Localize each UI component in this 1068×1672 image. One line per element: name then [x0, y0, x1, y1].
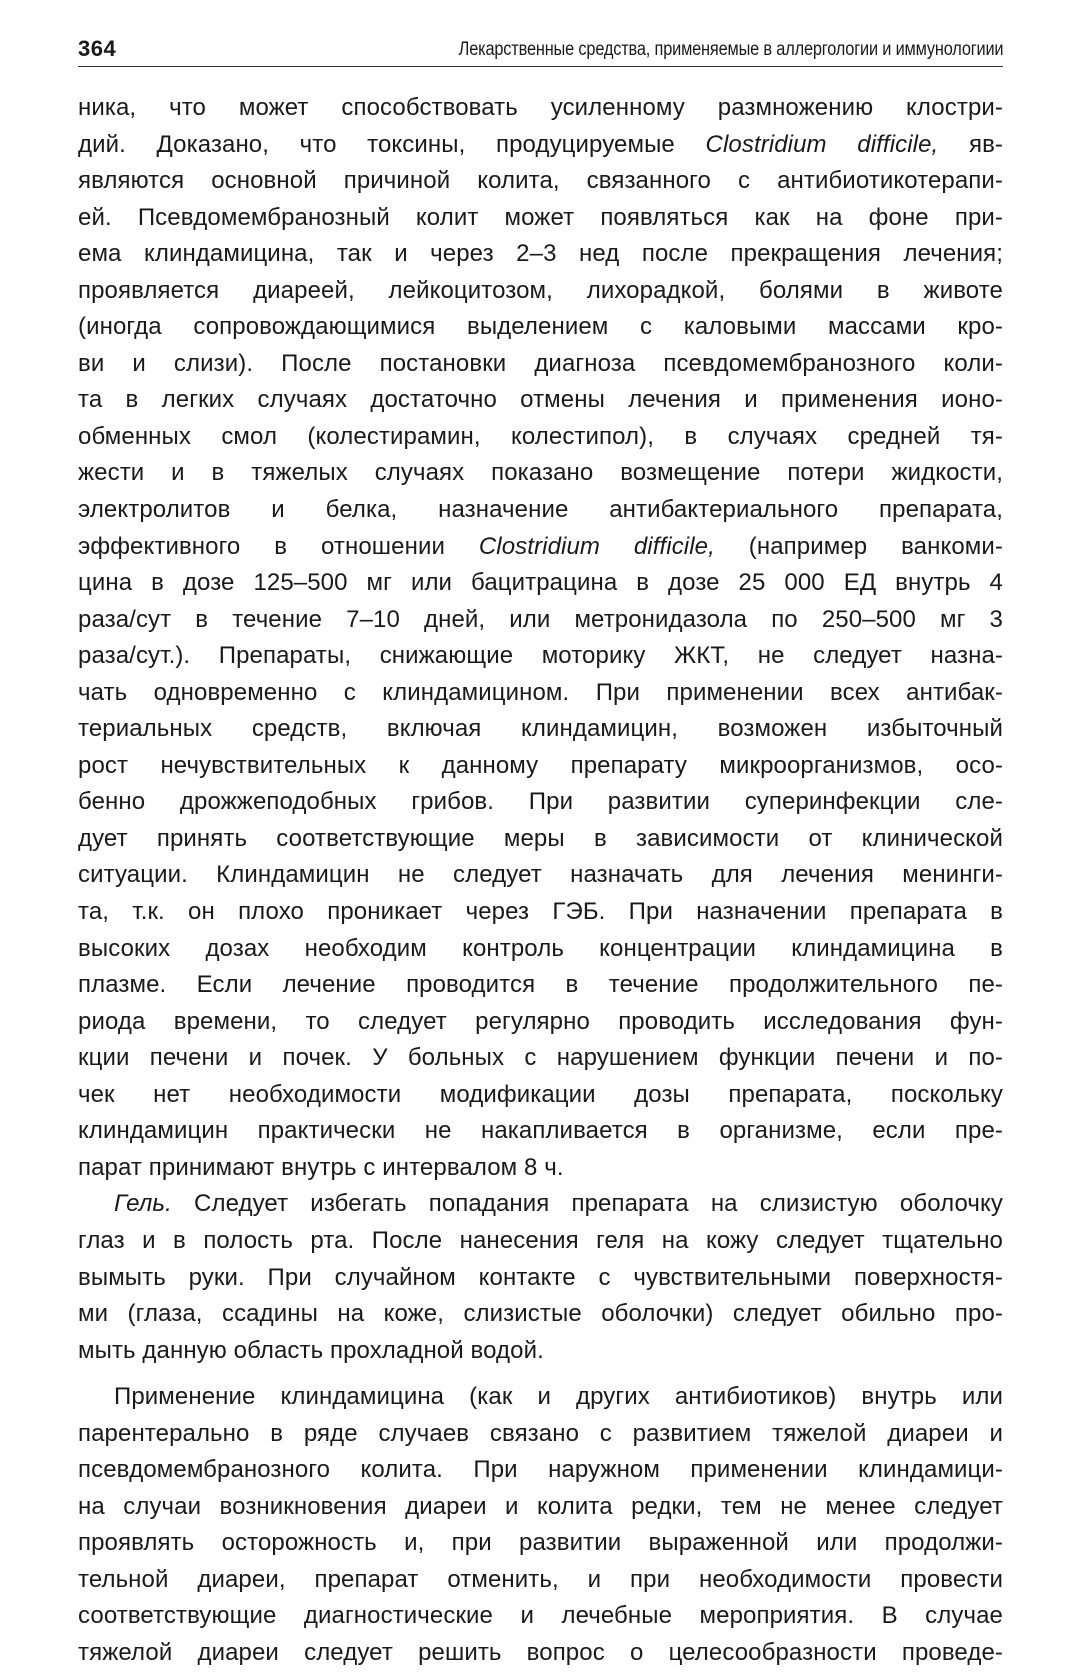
- text-line: обменных смол (колестирамин, колестипол), в случаях средней тя-: [78, 422, 1003, 450]
- species-name: Clostridium difficile,: [478, 532, 715, 560]
- text-line: проявлять осторожность и, при развитии выраженной или продолжи-: [78, 1529, 1003, 1557]
- text-line: (иногда сопровождающимися выделением с каловыми массами кро-: [78, 313, 1003, 341]
- text-line: мыть данную область прохладной водой.: [78, 1336, 544, 1364]
- text-line: ей. Псевдомембранозный колит может появляться как на фоне при-: [78, 203, 1003, 231]
- text-line: та в легких случаях достаточно отмены лечения и применения ионо-: [78, 386, 1003, 414]
- species-name: Clostridium difficile,: [705, 130, 939, 158]
- text-line: тяжелой диареи следует решить вопрос о целесообразности проведе-: [78, 1638, 1003, 1666]
- paragraph-gap: [78, 1369, 1003, 1379]
- text-line: ема клиндамицина, так и через 2–3 нед после прекращения лечения;: [78, 240, 1003, 268]
- text-line: жести и в тяжелых случаях показано возмещение потери жидкости,: [78, 459, 1003, 487]
- running-title: Лекарственные средства, применяемые в аллергологии и иммунологиии: [458, 39, 1003, 60]
- text-fragment: яв-: [968, 130, 1004, 158]
- text-line: плазме. Если лечение проводится в течение продолжительного пе-: [78, 971, 1003, 999]
- text-line: ви и слизи). После постановки диагноза псевдомембранозного коли-: [78, 349, 1003, 377]
- text-line: являются основной причиной колита, связанного с антибиотикотерапи-: [78, 167, 1003, 195]
- text-line: териальных средств, включая клиндамицин, возможен избыточный: [78, 715, 1003, 743]
- text-line: риода времени, то следует регулярно проводить исследования фун-: [78, 1007, 1003, 1035]
- text-line: парат принимают внутрь с интервалом 8 ч.: [78, 1153, 564, 1181]
- text-fragment: дий. Доказано, что токсины, продуцируемые: [78, 130, 675, 158]
- text-line: глаз и в полость рта. После нанесения геля на кожу следует тщательно: [78, 1226, 1003, 1254]
- text-fragment: эффективного в отношении: [78, 532, 445, 560]
- text-line: бенно дрожжеподобных грибов. При развитии суперинфекции сле-: [78, 788, 1003, 816]
- text-fragment: Следует избегать попадания препарата на слизистую оболочку: [194, 1190, 1003, 1218]
- text-line: псевдомембранозного колита. При наружном применении клиндамици-: [78, 1456, 1003, 1484]
- text-line: электролитов и белка, назначение антибактериального препарата,: [78, 496, 1003, 524]
- text-line: дует принять соответствующие меры в зависимости от клинической: [78, 824, 1003, 852]
- text-line: ника, что может способствовать усиленному размножению клостри-: [78, 94, 1003, 121]
- section-label-gel: Гель.: [114, 1190, 172, 1218]
- page-header: [78, 30, 1003, 67]
- text-line: [78, 1186, 1003, 1223]
- text-line: рост нечувствительных к данному препарату микроорганизмов, осо-: [78, 751, 1003, 779]
- text-line: та, т.к. он плохо проникает через ГЭБ. При назначении препарата в: [78, 898, 1003, 926]
- text-line: кции печени и почек. У больных с нарушением функции печени и по-: [78, 1044, 1003, 1072]
- text-line: раза/сут в течение 7–10 дней, или метронидазола по 250–500 мг 3: [78, 605, 1003, 633]
- text-line: соответствующие диагностические и лечебные мероприятия. В случае: [78, 1602, 1003, 1630]
- text-line: на случаи возникновения диареи и колита редки, тем не менее следует: [78, 1492, 1003, 1520]
- text-fragment: (например ванкоми-: [748, 532, 1003, 560]
- text-line: чать одновременно с клиндамицином. При применении всех антибак-: [78, 678, 1003, 706]
- text-line: [78, 127, 1003, 164]
- text-line: Применение клиндамицина (как и других антибиотиков) внутрь или: [114, 1383, 1003, 1411]
- text-line: высоких дозах необходим контроль концентрации клиндамицина в: [78, 934, 1003, 962]
- text-line: парентерально в ряде случаев связано с развитием тяжелой диареи и: [78, 1419, 1003, 1447]
- body-text: [78, 90, 1003, 1672]
- text-line: [78, 529, 1003, 566]
- text-line: ми (глаза, ссадины на коже, слизистые оболочки) следует обильно про-: [78, 1300, 1003, 1328]
- text-line: чек нет необходимости модификации дозы препарата, поскольку: [78, 1080, 1003, 1108]
- text-line: проявляется диареей, лейкоцитозом, лихорадкой, болями в животе: [78, 276, 1003, 304]
- text-line: вымыть руки. При случайном контакте с чувствительными поверхностя-: [78, 1263, 1003, 1291]
- text-line: тельной диареи, препарат отменить, и при необходимости провести: [78, 1565, 1003, 1593]
- text-line: цина в дозе 125–500 мг или бацитрацина в дозе 25 000 ЕД внутрь 4: [78, 569, 1003, 597]
- page-number: 364: [78, 36, 117, 61]
- text-line: клиндамицин практически не накапливается в организме, если пре-: [78, 1117, 1003, 1145]
- text-line: ситуации. Клиндамицин не следует назначать для лечения менинги-: [78, 861, 1003, 889]
- text-line: раза/сут.). Препараты, снижающие моторику ЖКТ, не следует назна-: [78, 642, 1003, 670]
